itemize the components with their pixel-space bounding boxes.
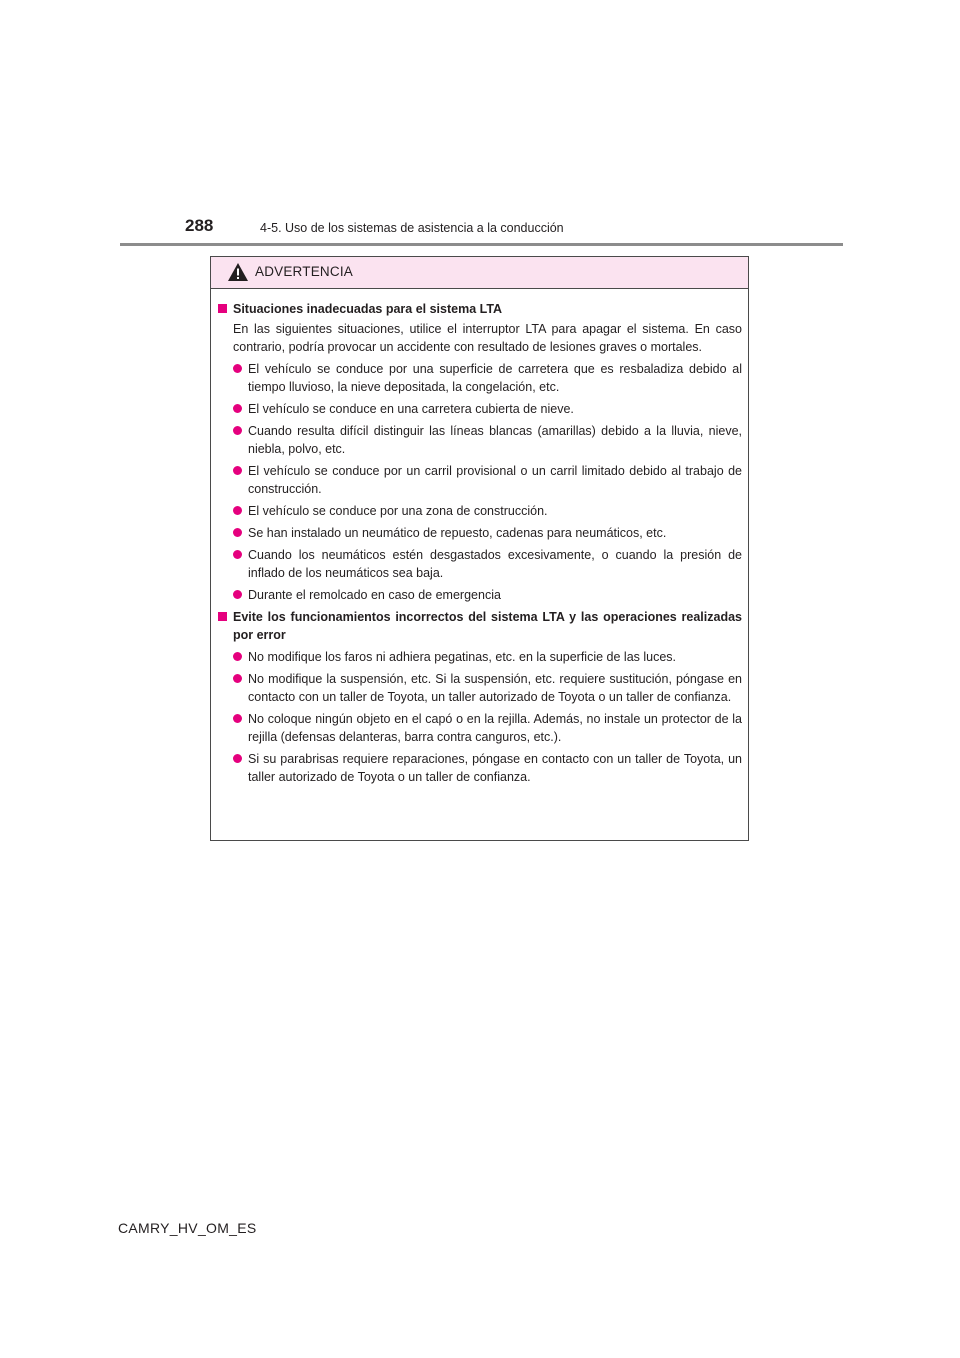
list-item: No modifique los faros ni adhiera pegatinas, etc. en la superficie de las luces.: [216, 648, 742, 666]
warning-title: ADVERTENCIA: [255, 264, 353, 279]
dot-bullet-icon: [233, 404, 242, 413]
dot-bullet-icon: [233, 674, 242, 683]
list-item: No modifique la suspensión, etc. Si la suspensión, etc. requiere sustitución, póngase en contacto con un taller de Toyota, un taller autorizado de Toyota o un taller de confianza.: [216, 670, 742, 706]
section-heading: Evite los funcionamientos incorrectos del sistema LTA y las operaciones realizadas por error: [216, 608, 742, 644]
page-number: 288: [185, 216, 214, 235]
warning-header: [211, 257, 748, 289]
warning-triangle-icon: [227, 262, 249, 282]
list-item: Cuando los neumáticos estén desgastados excesivamente, o cuando la presión de inflado de los neumáticos sea baja.: [216, 546, 742, 582]
dot-bullet-icon: [233, 590, 242, 599]
section-title: 4-5. Uso de los sistemas de asistencia a la conducción: [260, 221, 564, 235]
dot-bullet-icon: [233, 364, 242, 373]
header-rule: [120, 243, 843, 246]
warning-body: [211, 289, 748, 786]
list-item: El vehículo se conduce por una zona de construcción.: [216, 502, 742, 520]
list-item: Si su parabrisas requiere reparaciones, póngase en contacto con un taller de Toyota, un taller autorizado de Toyota o un taller de confianza.: [216, 750, 742, 786]
section-paragraph: En las siguientes situaciones, utilice el interruptor LTA para apagar el sistema. En caso contrario, podría provocar un accidente con resultado de lesiones graves o mortales.: [233, 322, 742, 354]
section-heading: Situaciones inadecuadas para el sistema LTA: [216, 300, 742, 318]
list-item: No coloque ningún objeto en el capó o en la rejilla. Además, no instale un protector de la rejilla (defensas delanteras, barra contra canguros, etc.).: [216, 710, 742, 746]
dot-bullet-icon: [233, 550, 242, 559]
square-bullet-icon: [218, 612, 227, 621]
dot-bullet-icon: [233, 528, 242, 537]
list-item: Durante el remolcado en caso de emergencia: [216, 586, 742, 604]
dot-bullet-icon: [233, 426, 242, 435]
dot-bullet-icon: [233, 652, 242, 661]
warning-box: [210, 256, 749, 841]
list-item: El vehículo se conduce en una carretera cubierta de nieve.: [216, 400, 742, 418]
square-bullet-icon: [218, 304, 227, 313]
dot-bullet-icon: [233, 506, 242, 515]
dot-bullet-icon: [233, 714, 242, 723]
list-item: El vehículo se conduce por un carril provisional o un carril limitado debido al trabajo de construcción.: [216, 462, 742, 498]
list-item: Cuando resulta difícil distinguir las líneas blancas (amarillas) debido a la lluvia, nieve, niebla, polvo, etc.: [216, 422, 742, 458]
list-item: El vehículo se conduce por una superficie de carretera que es resbaladiza debido al tiempo lluvioso, la nieve depositada, la congelación, etc.: [216, 360, 742, 396]
footer-code: CAMRY_HV_OM_ES: [118, 1220, 257, 1236]
dot-bullet-icon: [233, 754, 242, 763]
dot-bullet-icon: [233, 466, 242, 475]
list-item: Se han instalado un neumático de repuesto, cadenas para neumáticos, etc.: [216, 524, 742, 542]
